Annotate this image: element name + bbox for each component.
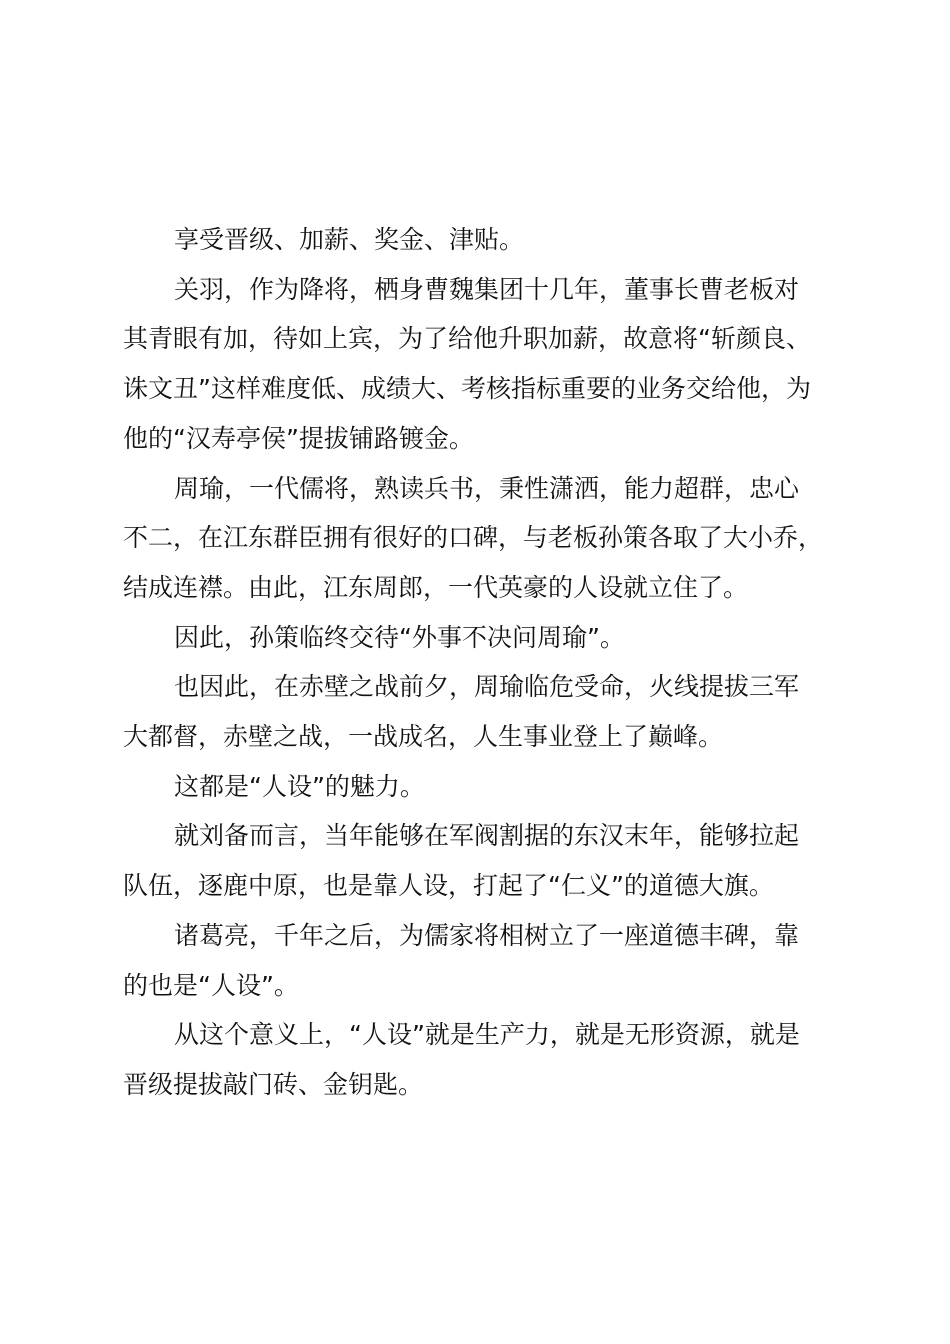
paragraph — [123, 613, 833, 663]
paragraph — [123, 911, 833, 1010]
text-line: 享受晋级、加薪、奖金、津贴。 — [174, 225, 525, 254]
text-line: 因此，孙策临终交待“外事不决问周瑜”。 — [174, 622, 625, 652]
paragraph — [123, 215, 833, 265]
text-line: 队伍，逐鹿中原，也是靠人设，打起了“仁义”的道德大旗。 — [123, 871, 774, 901]
text-line: 周瑜，一代儒将，熟读兵书，秉性潇洒，能力超群，忠心 — [174, 473, 800, 503]
text-line: 这都是“人设”的魅力。 — [174, 771, 425, 801]
text-line: 就刘备而言，当年能够在军阀割据的东汉末年，能够拉起 — [174, 821, 800, 851]
text-line: 他的“汉寿亭侯”提拔铺路镀金。 — [123, 423, 474, 453]
text-line: 诸葛亮，千年之后，为儒家将相树立了一座道德丰碑，靠 — [174, 920, 800, 950]
paragraph — [123, 662, 833, 761]
paragraph — [123, 464, 833, 613]
text-line: 其青眼有加，待如上宾，为了给他升职加薪，故意将“斩颜良、 — [123, 324, 811, 354]
text-line: 不二，在江东群臣拥有很好的口碑，与老板孙策各取了大小乔， — [123, 523, 824, 553]
text-line: 的也是“人设”。 — [123, 970, 299, 1000]
text-line: 晋级提拔敲门砖、金钥匙。 — [123, 1069, 424, 1099]
body-text — [123, 215, 833, 1110]
paragraph — [123, 811, 833, 910]
paragraph — [123, 762, 833, 812]
text-line: 从这个意义上，“人设”就是生产力，就是无形资源，就是 — [174, 1020, 800, 1050]
text-line: 诛文丑”这样难度低、成绩大、考核指标重要的业务交给他，为 — [123, 374, 811, 404]
paragraph — [123, 1010, 833, 1109]
text-line: 也因此，在赤壁之战前夕，周瑜临危受命，火线提拔三军 — [174, 672, 800, 702]
text-line: 大都督，赤壁之战，一战成名，人生事业登上了巅峰。 — [123, 722, 724, 752]
text-line: 关羽，作为降将，栖身曹魏集团十几年，董事长曹老板对 — [174, 274, 800, 304]
paragraph — [123, 265, 833, 464]
text-line: 结成连襟。由此，江东周郎，一代英豪的人设就立住了。 — [123, 572, 749, 602]
